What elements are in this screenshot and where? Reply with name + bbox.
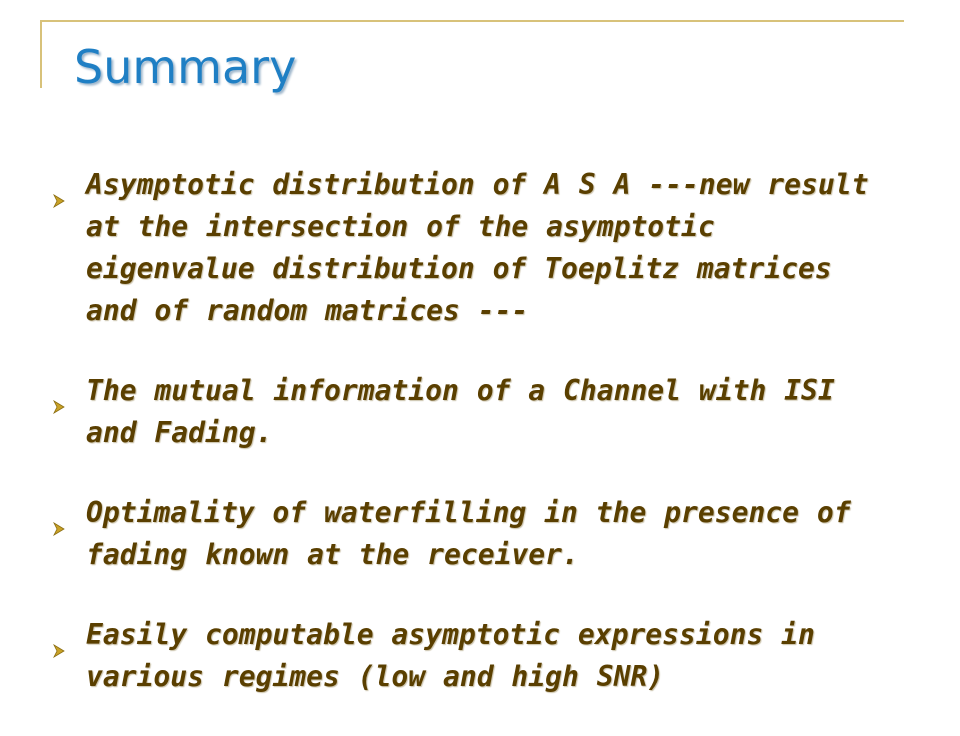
arrow-right-bullet-icon (52, 506, 66, 520)
slide-title: Summary (74, 40, 297, 94)
bullet-text: The mutual information of a Channel with ISI and Fading. (86, 374, 835, 449)
bullet-text: Easily computable asymptotic expressions in various regimes (low and high SNR) (86, 618, 815, 693)
frame-top-line (40, 20, 904, 22)
bullet-item-mutual-information (48, 370, 898, 454)
arrow-right-bullet-icon (52, 178, 66, 192)
arrow-right-bullet-icon (52, 384, 66, 398)
bullet-list (48, 164, 898, 736)
bullet-item-asymptotic-distribution (48, 164, 898, 332)
arrow-right-bullet-icon (52, 628, 66, 642)
bullet-item-asymptotic-expressions (48, 614, 898, 698)
bullet-text: Optimality of waterfilling in the presence of fading known at the receiver. (86, 496, 851, 571)
bullet-text: Asymptotic distribution of A S A ---new result at the intersection of the asymptotic eigenvalue distribution of Toeplitz matrices and of random matrices --- (86, 168, 869, 327)
frame-left-line (40, 20, 42, 88)
bullet-item-waterfilling (48, 492, 898, 576)
